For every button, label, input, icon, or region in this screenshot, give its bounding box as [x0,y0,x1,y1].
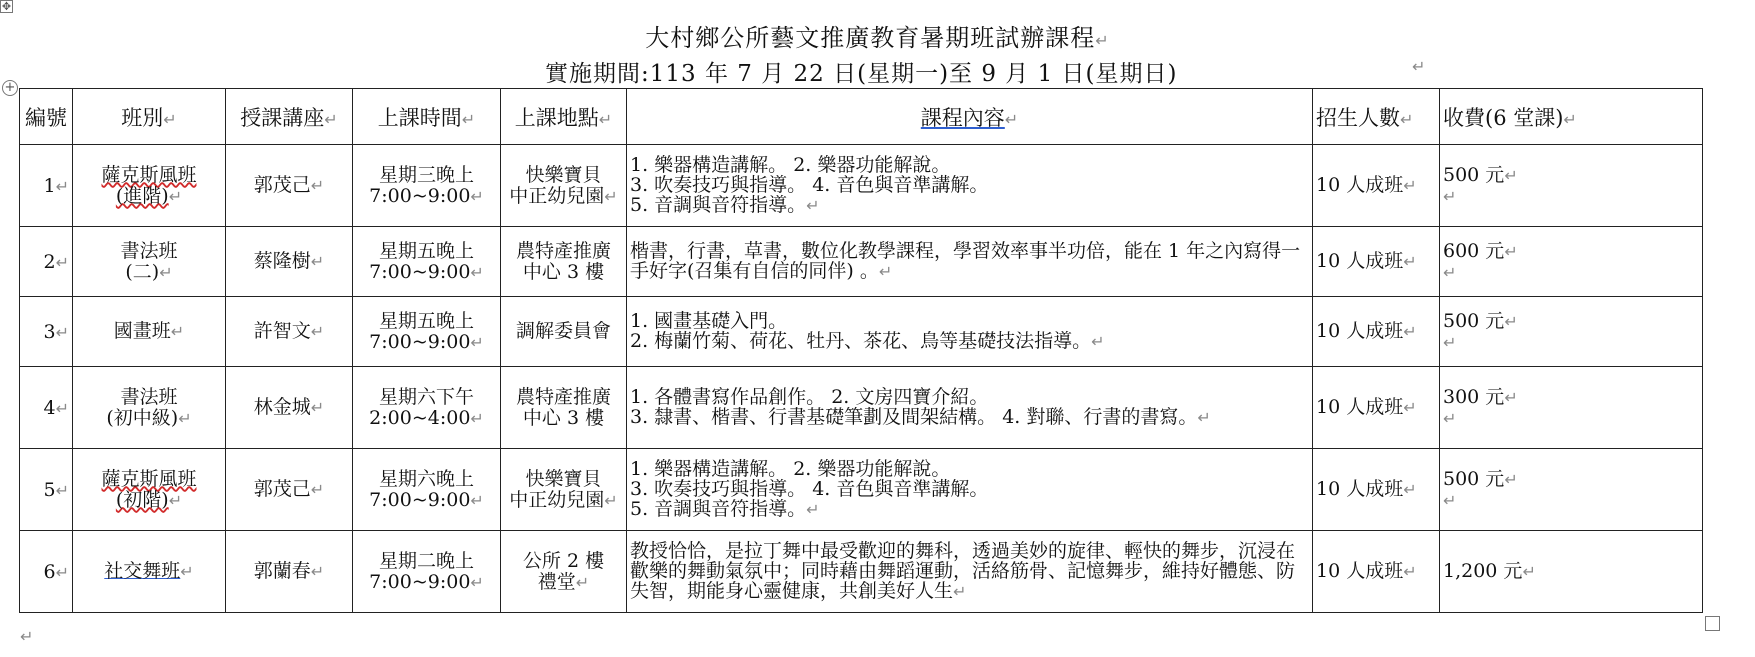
cell-location: 快樂寶貝 中正幼兒園↵ [501,145,627,227]
table-row [20,227,1703,297]
table-resize-handle[interactable] [1705,616,1720,631]
cell-capacity: 10 人成班↵ [1313,449,1440,531]
cell-content: 1. 樂器構造講解。 2. 樂器功能解說。 3. 吹奏技巧與指導。 4. 音色與音準講解。 5. 音調與音符指導。↵ [627,145,1313,227]
cell-fee: 1,200 元↵ [1440,531,1703,613]
cell-capacity: 10 人成班↵ [1313,227,1440,297]
cell-teacher: 郭茂己↵ [226,145,353,227]
cell-content: 1. 國畫基礎入門。 2. 梅蘭竹菊、荷花、牡丹、茶花、鳥等基礎技法指導。↵ [627,297,1313,367]
cell-location: 公所 2 樓 禮堂↵ [501,531,627,613]
cell-time: 星期六晚上 7:00~9:00↵ [353,449,501,531]
cell-location: 農特產推廣 中心 3 樓 [501,367,627,449]
cell-time: 星期二晚上 7:00~9:00↵ [353,531,501,613]
table-row [20,297,1703,367]
table-header-row [20,89,1703,145]
cell-teacher: 蔡隆樹↵ [226,227,353,297]
cell-content: 教授恰恰，是拉丁舞中最受歡迎的舞科，透過美妙的旋律、輕快的舞步，沉浸在歡樂的舞動氣氛中；同時藉由舞蹈運動，活絡筋骨、記憶舞步，維持好體態、防失智，期能身心靈健康，共創美好人生↵ [627,531,1313,613]
cell-time: 星期三晚上 7:00~9:00↵ [353,145,501,227]
cell-class: 薩克斯風班 (進階)↵ [73,145,226,227]
table-row [20,145,1703,227]
cell-class: 薩克斯風班 (初階)↵ [73,449,226,531]
header-content: 課程內容↵ [627,89,1313,145]
paragraph-mark-icon: ↵ [1095,31,1110,50]
course-table [19,88,1703,613]
cell-content: 1. 各體書寫作品創作。 2. 文房四寶介紹。 3. 隸書、楷書、行書基礎筆劃及間架結構。 4. 對聯、行書的書寫。↵ [627,367,1313,449]
document-period: 實施期間:113 年 7 月 22 日(星期一)至 9 月 1 日(星期日) [545,61,1178,87]
header-number: 編號 [20,89,73,145]
cell-teacher: 郭茂己↵ [226,449,353,531]
cell-class: 社交舞班↵ [73,531,226,613]
cell-teacher: 林金城↵ [226,367,353,449]
cell-fee: 500 元↵ ↵ [1440,297,1703,367]
header-fee: 收費(6 堂課)↵ [1440,89,1703,145]
cell-class: 書法班 (初中級)↵ [73,367,226,449]
table-move-handle-icon[interactable]: ✥ [1,0,12,13]
cell-number: 4↵ [20,367,73,449]
cell-content: 1. 樂器構造講解。 2. 樂器功能解說。 3. 吹奏技巧與指導。 4. 音色與音準講解。 5. 音調與音符指導。↵ [627,449,1313,531]
cell-fee: 500 元↵ ↵ [1440,145,1703,227]
header-teacher: 授課講座↵ [226,89,353,145]
cell-location: 調解委員會 [501,297,627,367]
cell-number: 5↵ [20,449,73,531]
paragraph-mark-icon: ↵ [1412,57,1426,76]
header-capacity: 招生人數↵ [1313,89,1440,145]
cell-fee: 500 元↵ ↵ [1440,449,1703,531]
cell-time: 星期六下午 2:00~4:00↵ [353,367,501,449]
cell-location: 農特產推廣 中心 3 樓 [501,227,627,297]
cell-location: 快樂寶貝 中正幼兒園↵ [501,449,627,531]
header-location: 上課地點↵ [501,89,627,145]
cell-fee: 300 元↵ ↵ [1440,367,1703,449]
cell-teacher: 郭蘭春↵ [226,531,353,613]
cell-fee: 600 元↵ ↵ [1440,227,1703,297]
cell-teacher: 許智文↵ [226,297,353,367]
add-row-icon[interactable]: + [2,80,18,96]
header-time: 上課時間↵ [353,89,501,145]
header-class: 班別↵ [73,89,226,145]
document-title: 大村鄉公所藝文推廣教育暑期班試辦課程↵ [645,24,1110,52]
table-row [20,367,1703,449]
table-row [20,531,1703,613]
cell-class: 國畫班↵ [73,297,226,367]
cell-number: 2↵ [20,227,73,297]
cell-number: 3↵ [20,297,73,367]
cell-time: 星期五晚上 7:00~9:00↵ [353,297,501,367]
cell-number: 6↵ [20,531,73,613]
cell-content: 楷書，行書，草書，數位化教學課程，學習效率事半功倍，能在 1 年之內寫得一手好字(召集有自信的同伴) 。↵ [627,227,1313,297]
cell-time: 星期五晚上 7:00~9:00↵ [353,227,501,297]
table-row [20,449,1703,531]
cell-class: 書法班 (二)↵ [73,227,226,297]
cell-number: 1↵ [20,145,73,227]
cell-capacity: 10 人成班↵ [1313,367,1440,449]
cell-capacity: 10 人成班↵ [1313,297,1440,367]
cell-capacity: 10 人成班↵ [1313,145,1440,227]
paragraph-mark-icon: ↵ [20,627,34,646]
cell-capacity: 10 人成班↵ [1313,531,1440,613]
